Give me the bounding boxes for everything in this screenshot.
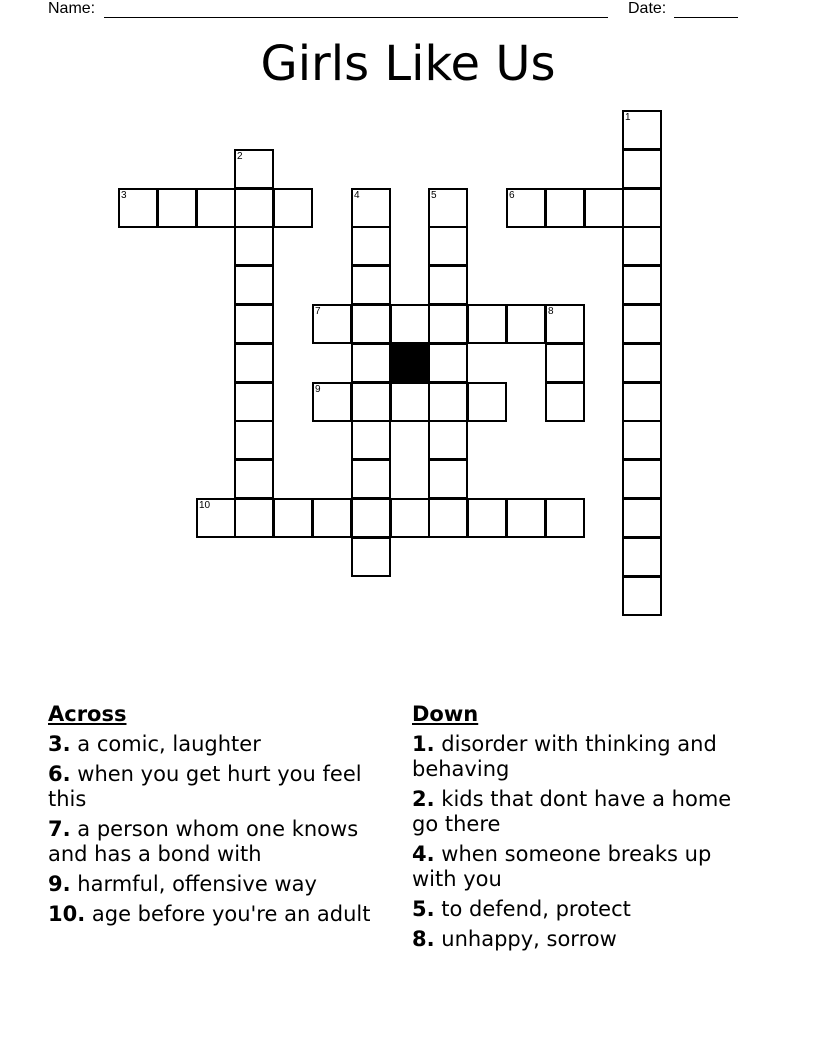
down-clue — [412, 787, 752, 837]
grid-cell[interactable] — [351, 459, 391, 499]
clue-number: 9. — [48, 872, 71, 896]
grid-cell[interactable] — [234, 382, 274, 422]
grid-cell[interactable] — [390, 304, 430, 344]
clue-number: 7. — [48, 817, 71, 841]
grid-cell[interactable] — [234, 459, 274, 499]
clue-text: harmful, offensive way — [77, 872, 317, 896]
clue-text: when someone breaks up with you — [412, 842, 712, 891]
clue-text: when you get hurt you feel this — [48, 762, 362, 811]
clue-number: 1. — [412, 732, 435, 756]
grid-cell[interactable] — [622, 304, 662, 344]
clue-text: a person whom one knows and has a bond with — [48, 817, 359, 866]
grid-cell[interactable] — [312, 304, 352, 344]
grid-cell[interactable] — [157, 188, 197, 228]
grid-cell[interactable] — [196, 188, 236, 228]
grid-cell[interactable] — [622, 343, 662, 383]
grid-cell[interactable] — [234, 265, 274, 305]
grid-cell[interactable] — [428, 420, 468, 460]
grid-cell[interactable] — [351, 420, 391, 460]
grid-cell[interactable] — [622, 537, 662, 577]
down-heading: Down — [412, 702, 479, 726]
grid-cell[interactable] — [390, 498, 430, 538]
grid-cell[interactable] — [467, 382, 507, 422]
grid-cell[interactable] — [622, 110, 662, 150]
grid-cell[interactable] — [545, 343, 585, 383]
across-clue — [48, 817, 388, 867]
grid-cell[interactable] — [584, 188, 624, 228]
grid-cell[interactable] — [622, 382, 662, 422]
clue-number: 4. — [412, 842, 435, 866]
clue-number-label: 6 — [509, 190, 515, 201]
down-clue — [412, 927, 752, 952]
grid-cell[interactable] — [351, 498, 391, 538]
grid-cell[interactable] — [234, 149, 274, 189]
across-heading: Across — [48, 702, 127, 726]
grid-cell[interactable] — [351, 537, 391, 577]
grid-cell[interactable] — [234, 226, 274, 266]
grid-cell[interactable] — [351, 226, 391, 266]
grid-block — [390, 343, 430, 383]
grid-cell[interactable] — [351, 382, 391, 422]
grid-cell[interactable] — [273, 498, 313, 538]
clue-number-label: 3 — [121, 190, 127, 201]
grid-cell[interactable] — [622, 576, 662, 616]
grid-cell[interactable] — [351, 265, 391, 305]
grid-cell[interactable] — [622, 226, 662, 266]
grid-cell[interactable] — [351, 188, 391, 228]
grid-cell[interactable] — [467, 304, 507, 344]
grid-cell[interactable] — [622, 265, 662, 305]
grid-cell[interactable] — [622, 420, 662, 460]
clue-text: to defend, protect — [441, 897, 631, 921]
clue-number: 5. — [412, 897, 435, 921]
across-clue — [48, 732, 388, 757]
grid-cell[interactable] — [622, 188, 662, 228]
page-title: Girls Like Us — [260, 36, 556, 92]
grid-cell[interactable] — [467, 498, 507, 538]
across-clue — [48, 872, 388, 897]
grid-cell[interactable] — [312, 382, 352, 422]
down-clue — [412, 732, 752, 782]
date-label: Date: — [628, 0, 667, 17]
clue-number: 10. — [48, 902, 86, 926]
clue-number: 2. — [412, 787, 435, 811]
grid-cell[interactable] — [545, 188, 585, 228]
across-clue — [48, 902, 388, 927]
across-clue — [48, 762, 388, 812]
clue-number-label: 1 — [625, 112, 631, 123]
name-label: Name: — [48, 0, 96, 17]
grid-cell[interactable] — [428, 498, 468, 538]
grid-cell[interactable] — [622, 149, 662, 189]
grid-cell[interactable] — [234, 498, 274, 538]
across-clues — [48, 702, 388, 932]
grid-cell[interactable] — [506, 498, 546, 538]
grid-cell[interactable] — [428, 265, 468, 305]
grid-cell[interactable] — [622, 498, 662, 538]
grid-cell[interactable] — [234, 304, 274, 344]
grid-cell[interactable] — [428, 343, 468, 383]
clue-number-label: 4 — [354, 190, 360, 201]
grid-cell[interactable] — [312, 498, 352, 538]
clue-number-label: 10 — [199, 500, 211, 511]
grid-cell[interactable] — [622, 459, 662, 499]
grid-cell[interactable] — [428, 459, 468, 499]
grid-cell[interactable] — [428, 304, 468, 344]
clue-number-label: 5 — [431, 190, 437, 201]
grid-cell[interactable] — [428, 226, 468, 266]
grid-cell[interactable] — [351, 343, 391, 383]
clue-number-label: 8 — [548, 306, 554, 317]
clue-text: unhappy, sorrow — [441, 927, 617, 951]
grid-cell[interactable] — [545, 382, 585, 422]
grid-cell[interactable] — [234, 420, 274, 460]
grid-cell[interactable] — [118, 188, 158, 228]
down-clues — [412, 702, 752, 957]
grid-cell[interactable] — [506, 304, 546, 344]
grid-cell[interactable] — [273, 188, 313, 228]
clue-number: 3. — [48, 732, 71, 756]
grid-cell[interactable] — [196, 498, 236, 538]
grid-cell[interactable] — [545, 304, 585, 344]
clue-text: age before you're an adult — [91, 902, 371, 926]
clue-number-label: 9 — [315, 384, 321, 395]
grid-cell[interactable] — [506, 188, 546, 228]
clue-number: 8. — [412, 927, 435, 951]
grid-cell[interactable] — [390, 382, 430, 422]
clue-text: disorder with thinking and behaving — [412, 732, 717, 781]
down-clue — [412, 897, 752, 922]
clue-number-label: 2 — [237, 151, 243, 162]
clue-number: 6. — [48, 762, 71, 786]
clue-text: a comic, laughter — [77, 732, 261, 756]
grid-cell[interactable] — [234, 188, 274, 228]
grid-cell[interactable] — [428, 382, 468, 422]
grid-cell[interactable] — [351, 304, 391, 344]
clue-number-label: 7 — [315, 306, 321, 317]
down-clue — [412, 842, 752, 892]
clue-text: kids that dont have a home go there — [412, 787, 732, 836]
grid-cell[interactable] — [428, 188, 468, 228]
grid-cell[interactable] — [545, 498, 585, 538]
grid-cell[interactable] — [234, 343, 274, 383]
